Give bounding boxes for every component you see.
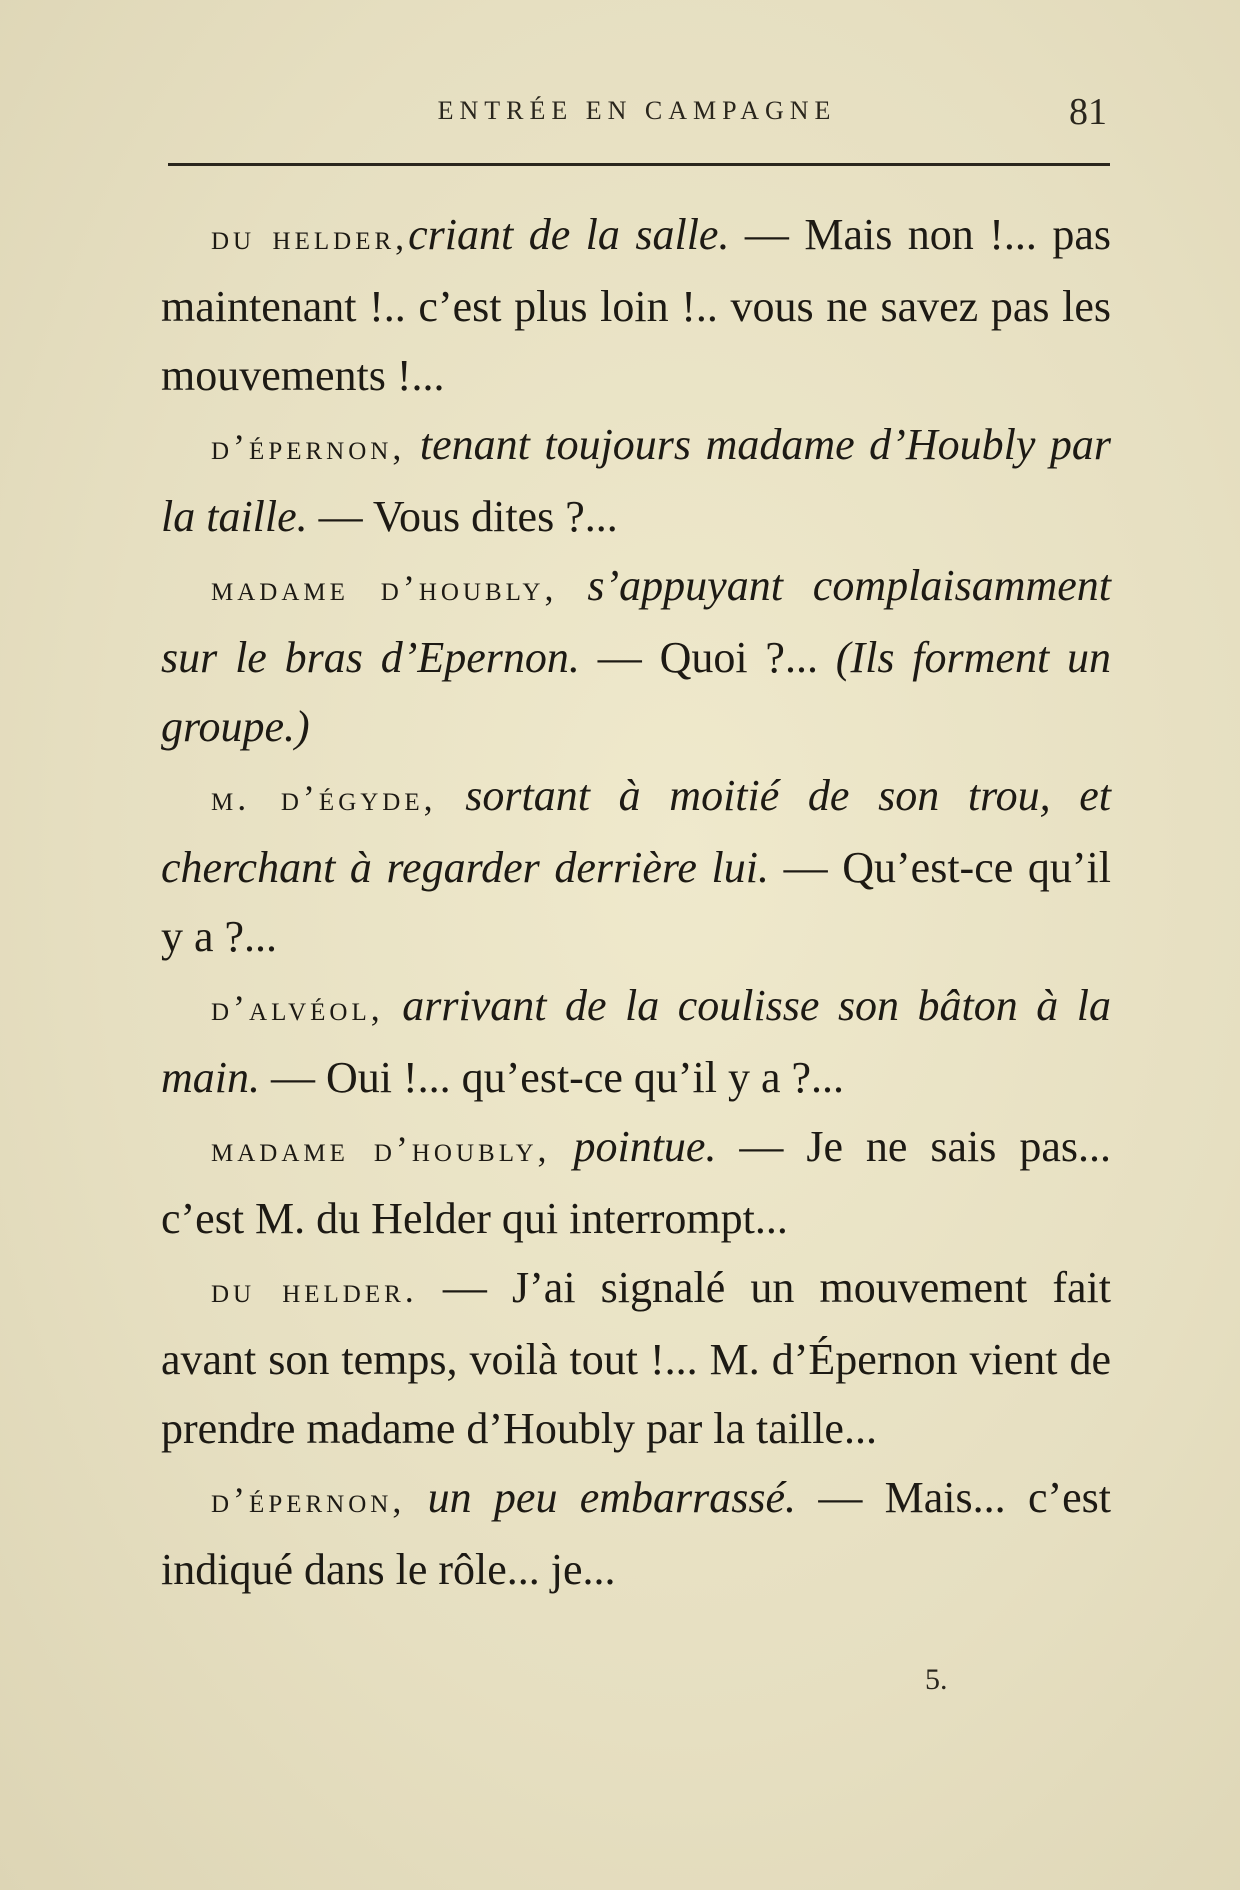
stage-direction: sortant à moitié de son trou, et cherchant à regarder derrière lui. (161, 771, 1112, 892)
speaker-name: d’épernon, (211, 427, 406, 467)
speech-epernon-1 (161, 410, 1111, 551)
speech-epernon-2 (161, 1463, 1111, 1604)
running-title: ENTRÉE EN CAMPAGNE (437, 96, 837, 125)
spoken-line: — Je ne sais pas... c’est M. du Helder qui interrompt... (161, 1122, 1111, 1243)
speech-alveol-1 (161, 971, 1111, 1112)
dialogue-text (161, 200, 1111, 1604)
header-rule (168, 163, 1110, 166)
page-header (163, 92, 1111, 142)
speaker-name: d’alvéol, (211, 988, 384, 1028)
speaker-name: m. d’égyde, (211, 778, 437, 818)
speech-du-helder-1 (161, 200, 1111, 410)
stage-direction-group: (Ils forment un groupe.) (161, 633, 1111, 751)
speech-houbly-1 (161, 551, 1111, 761)
signature-mark: 5. (925, 1663, 948, 1696)
stage-direction: pointue. (550, 1122, 717, 1171)
speaker-name: madame d’houbly, (211, 1129, 551, 1169)
stage-direction: s’appuyant complaisamment sur le bras d’Epernon. (161, 561, 1111, 682)
spoken-line: — Oui !... qu’est-ce qu’il y a ?... (260, 1053, 845, 1102)
speech-egyde-1 (161, 761, 1111, 971)
stage-direction: criant de la salle. (408, 210, 730, 259)
speaker-name: du helder, (211, 217, 409, 257)
speech-du-helder-2 (161, 1253, 1111, 1463)
speech-houbly-2 (161, 1112, 1111, 1253)
spoken-line: — Mais non !... pas maintenant !.. c’est plus loin !.. vous ne savez pas les mouvements !... (161, 210, 1111, 400)
spoken-line: — Qu’est-ce qu’il y a ?... (161, 843, 1111, 961)
speaker-name: du helder. (211, 1270, 418, 1310)
stage-direction: arrivant de la coulisse son bâton à la main. (161, 981, 1111, 1102)
spoken-line: — J’ai signalé un mouvement fait avant son temps, voilà tout !... M. d’Épernon vient de prendre madame d’Houbly par la taille... (161, 1263, 1111, 1453)
spoken-line: — Mais... c’est indiqué dans le rôle... je... (161, 1473, 1111, 1594)
spoken-line: — Quoi ?... (579, 633, 818, 682)
speaker-name: d’épernon, (211, 1480, 406, 1520)
stage-direction: un peu embarrassé. (405, 1473, 797, 1522)
page-number: 81 (1069, 91, 1107, 133)
stage-direction: tenant toujours madame d’Houbly par la taille. (161, 420, 1111, 541)
spoken-line: — Vous dites ?... (307, 492, 618, 541)
speaker-name: madame d’houbly, (211, 568, 558, 608)
